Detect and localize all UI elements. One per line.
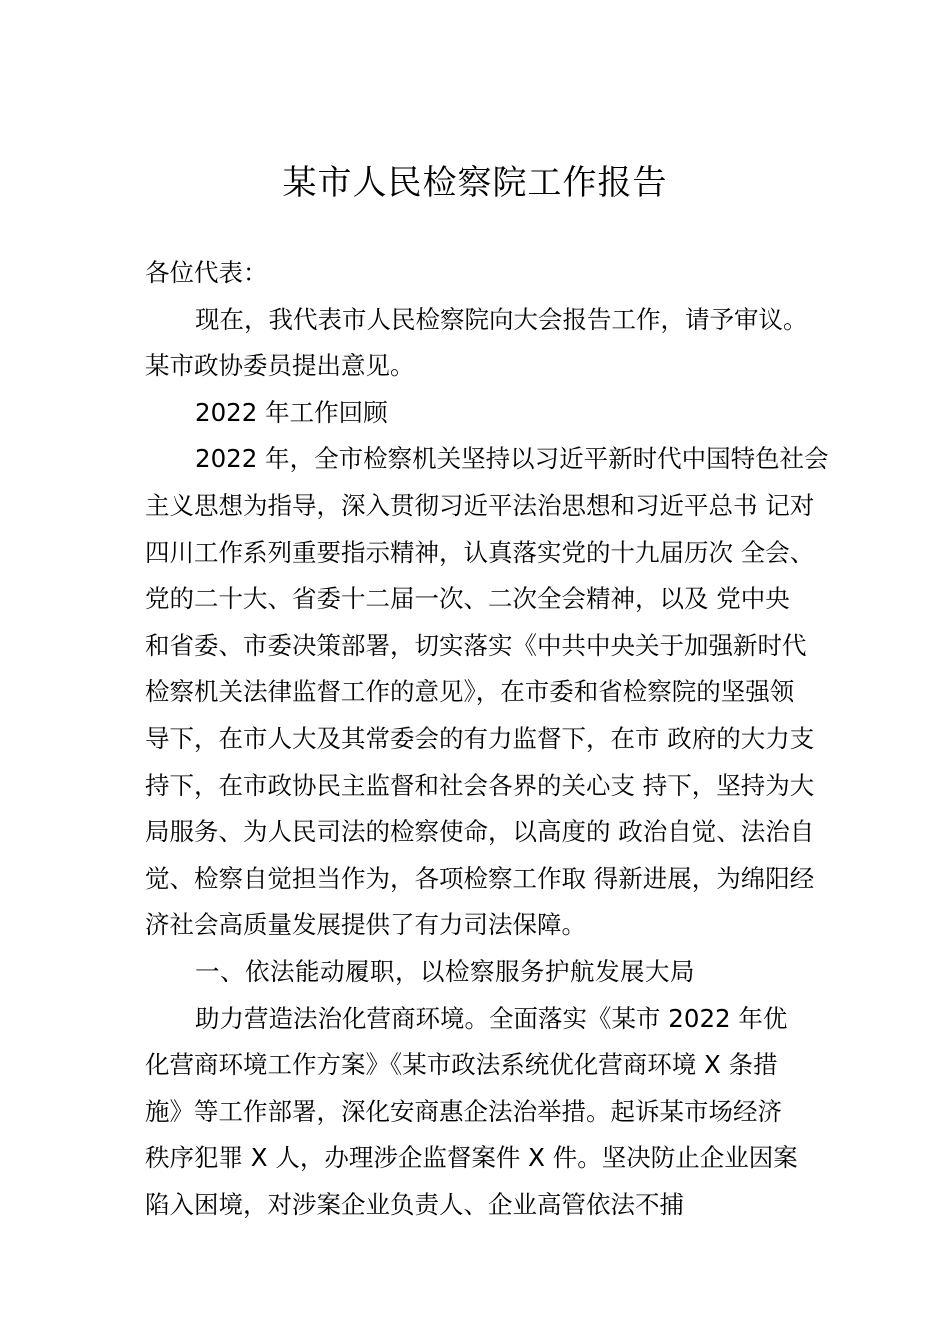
paragraph-line: 局服务、为人民司法的检察使命，以高度的 政治自觉、法治自 xyxy=(145,817,815,847)
paragraph-line: 秩序犯罪 X 人，办理涉企监督案件 X 件。坚决防止企业因案 xyxy=(145,1143,798,1173)
paragraph-line: 济社会高质量发展提供了有力司法保障。 xyxy=(145,910,586,940)
paragraph-line: 和省委、市委决策部署，切实落实《中共中央关于加强新时代 xyxy=(145,630,807,660)
paragraph-line: 化营商环境工作方案》《某市政法系统优化营商环境 X 条措 xyxy=(145,1050,778,1080)
paragraph-line: 四川工作系列重要指示精神，认真落实党的十九届历次 全会、 xyxy=(145,537,815,567)
document-body xyxy=(145,250,845,1228)
paragraph-line: 2022 年，全市检察机关坚持以习近平新时代中国特色社会 xyxy=(195,444,829,474)
paragraph-line: 持下，在市政协民主监督和社会各界的关心支 持下，坚持为大 xyxy=(145,770,815,800)
paragraph-line: 主义思想为指导，深入贯彻习近平法治思想和习近平总书 记对 xyxy=(145,490,815,520)
document-title: 某市人民检察院工作报告 xyxy=(282,163,668,203)
paragraph-line: 陷入困境，对涉案企业负责人、企业高管依法不捕 xyxy=(145,1189,684,1219)
paragraph-line: 检察机关法律监督工作的意见》，在市委和省检察院的坚强领 xyxy=(145,677,795,707)
salutation: 各位代表： xyxy=(145,258,268,287)
paragraph-line: 施》等工作部署，深化安商惠企法治举措。起诉某市场经济 xyxy=(145,1096,782,1126)
paragraph-line: 导下，在市人大及其常委会的有力监督下，在市 政府的大力支 xyxy=(145,723,815,753)
paragraph-line: 觉、检察自觉担当作为，各项检察工作取 得新进展，为绵阳经 xyxy=(145,863,815,893)
section-heading: 2022 年工作回顾 xyxy=(195,397,388,427)
paragraph-line: 党的二十大、省委十二届一次、二次全会精神，以及 党中央 xyxy=(145,584,790,614)
paragraph-line: 助力营造法治化营商环境。全面落实《某市 2022 年优 xyxy=(195,1003,788,1033)
paragraph-line: 某市政协委员提出意见。 xyxy=(145,351,415,381)
section-heading: 一、依法能动履职，以检察服务护航发展大局 xyxy=(195,956,695,986)
paragraph-line: 现在，我代表市人民检察院向大会报告工作，请予审议。 xyxy=(195,304,808,334)
